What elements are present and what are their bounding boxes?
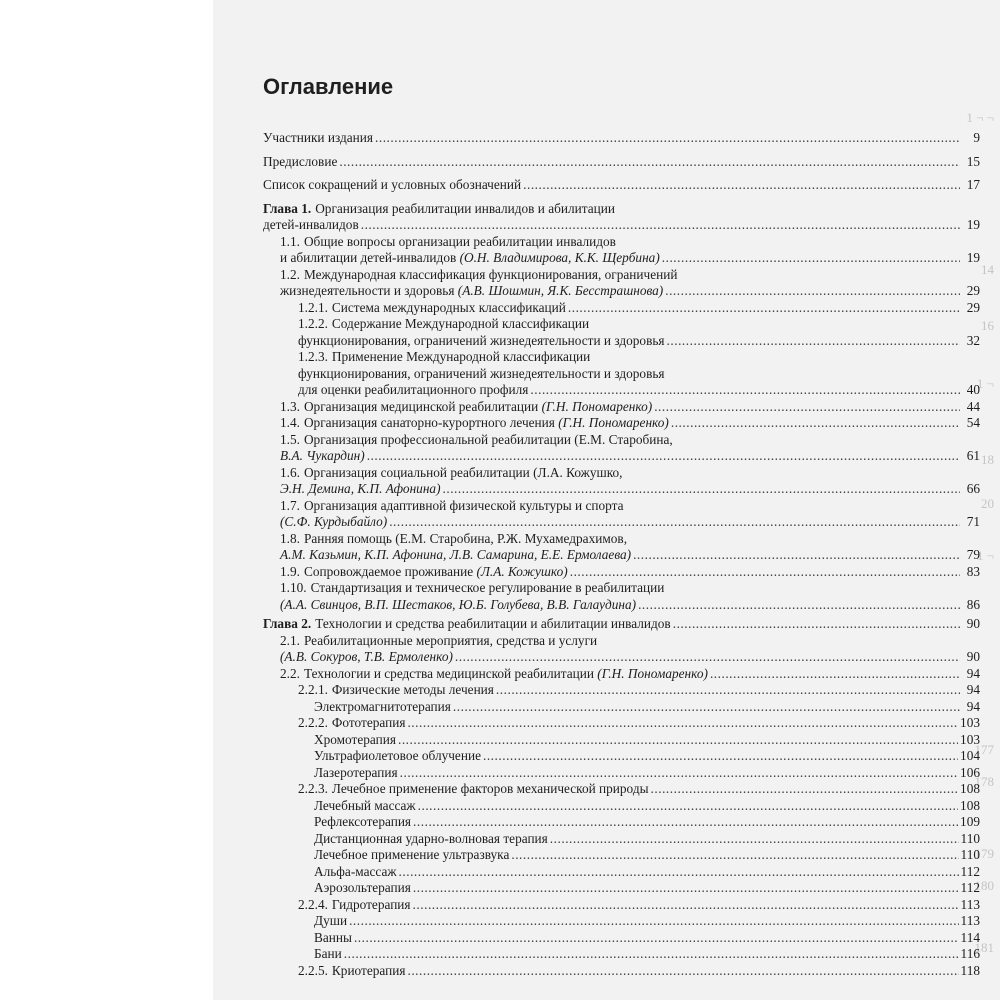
toc-entry-text: Бани	[314, 946, 342, 961]
toc-entry[interactable]	[263, 666, 980, 683]
bleed-through-number: 177	[974, 742, 994, 757]
toc-entry-number: 1.2.	[280, 266, 300, 282]
toc-page-number: 94	[966, 698, 980, 714]
toc-entry-text: Гидротерапия	[331, 896, 411, 912]
dot-leader	[530, 382, 960, 399]
bleed-through-number: 20	[981, 496, 994, 511]
toc-page-number: 94	[966, 665, 980, 681]
toc-entry-text: Организация социальной реабилитации (Л.А. Кожушко,	[303, 464, 623, 480]
dot-leader	[361, 217, 960, 234]
toc-entry-text: Фототерапия	[331, 715, 406, 730]
toc-entry-text: функционирования, ограничений жизнедеятельности и здоровья	[298, 365, 665, 381]
toc-page-number: 19	[966, 250, 980, 265]
toc-entry[interactable]	[263, 564, 980, 581]
toc-entry-text: Стандартизация и техническое регулирование в реабилитации	[310, 580, 665, 595]
toc-page-number: 108	[960, 797, 980, 813]
toc-entry-text: Дистанционная ударно-волновая терапия	[314, 830, 548, 846]
toc-entry-text: Лечебное применение ультразвука	[314, 847, 510, 862]
toc-entry[interactable]	[263, 465, 980, 498]
toc-page-number: 110	[960, 830, 980, 846]
dot-leader	[570, 564, 960, 581]
toc-entry-text: Лечебный массаж	[314, 797, 416, 813]
toc-entry[interactable]	[263, 300, 980, 317]
toc-entry[interactable]	[263, 864, 980, 881]
toc-page-number: 103	[960, 731, 980, 747]
dot-leader	[398, 732, 958, 749]
toc-entry-text: Ванны	[314, 929, 352, 945]
toc-entry-text: Реабилитационные мероприятия, средства и услуги	[303, 632, 598, 648]
toc-page-number: 83	[966, 563, 980, 579]
dot-leader	[651, 781, 959, 798]
toc-entry-number: 2.1.	[280, 632, 300, 648]
bleed-through-number: 14	[981, 262, 994, 277]
toc-entry-text: Лечебное применение факторов механической природы	[331, 781, 649, 796]
toc-entry[interactable]	[263, 432, 980, 465]
toc-page-number: 106	[960, 764, 980, 780]
toc-entry-number: 1.5.	[280, 431, 300, 447]
toc-entry[interactable]	[263, 154, 980, 171]
toc-entry-text: функционирования, ограничений жизнедеятельности и здоровья	[298, 332, 665, 348]
toc-page-number: 15	[966, 153, 980, 169]
toc-entry[interactable]	[263, 715, 980, 732]
dot-leader	[638, 597, 960, 614]
toc-entry-authors: (Г.Н. Пономаренко)	[597, 665, 708, 681]
dot-leader	[413, 880, 959, 897]
toc-entry-text: Хромотерапия	[314, 731, 396, 747]
toc-entry-number: 1.7.	[280, 497, 300, 513]
toc-page-number: 44	[966, 398, 980, 414]
table-of-contents	[263, 130, 980, 979]
toc-entry[interactable]	[263, 201, 980, 234]
toc-entry-number: 1.3.	[280, 398, 300, 414]
toc-page-number: 9	[973, 130, 980, 145]
dot-leader	[407, 715, 958, 732]
toc-page-number: 110	[960, 847, 980, 862]
toc-entry[interactable]	[263, 234, 980, 267]
toc-entry[interactable]	[263, 765, 980, 782]
dot-leader	[673, 616, 960, 633]
toc-entry-authors: (А.В. Сокуров, Т.В. Ермоленко)	[280, 649, 453, 664]
toc-entry-text: Система международных классификаций	[331, 299, 566, 315]
toc-entry[interactable]	[263, 616, 980, 633]
toc-entry[interactable]	[263, 963, 980, 980]
toc-entry-authors: (О.Н. Владимирова, К.К. Щербина)	[459, 250, 660, 265]
toc-entry[interactable]	[263, 498, 980, 531]
toc-page-number: 90	[966, 649, 980, 664]
toc-entry-text: для оценки реабилитационного профиля	[298, 382, 529, 397]
dot-leader	[453, 699, 960, 716]
dot-leader	[633, 547, 960, 564]
toc-entry[interactable]	[263, 732, 980, 749]
toc-entry[interactable]	[263, 699, 980, 716]
toc-entry[interactable]	[263, 913, 980, 930]
toc-entry-number: 2.2.5.	[298, 962, 328, 978]
dot-leader	[443, 481, 961, 498]
bleed-through-number: 179	[974, 846, 994, 861]
toc-entry[interactable]	[263, 580, 980, 613]
bleed-through-number: 16	[981, 318, 994, 333]
toc-page-number: 112	[960, 863, 980, 879]
toc-entry-text: Технологии и средства медицинской реабилитации	[303, 665, 594, 681]
toc-page-number: 113	[960, 913, 980, 928]
toc-entry-number: 1.2.1.	[298, 299, 328, 315]
toc-entry-text: Души	[314, 913, 348, 928]
toc-entry-text: Альфа-массаж	[314, 863, 397, 879]
dot-leader	[665, 283, 960, 300]
toc-entry-authors: (Г.Н. Пономаренко)	[541, 398, 653, 414]
toc-entry-text: Рефлексотерапия	[314, 814, 412, 829]
toc-entry-text: Электромагнитотерапия	[314, 698, 451, 714]
toc-entry-text: Лазеротерапия	[314, 764, 398, 780]
dot-leader	[455, 649, 960, 666]
dot-leader	[671, 415, 960, 432]
toc-entry-number: 1.2.2.	[298, 316, 328, 331]
toc-page-number: 118	[960, 962, 980, 978]
toc-entry[interactable]	[263, 930, 980, 947]
dot-leader	[375, 130, 960, 147]
toc-entry-text: и абилитации детей-инвалидов	[280, 250, 457, 265]
bleed-through-number: 178	[974, 774, 994, 789]
toc-entry[interactable]	[263, 349, 980, 399]
dot-leader	[511, 847, 958, 864]
toc-page-number: 104	[960, 748, 980, 763]
toc-entry[interactable]	[263, 415, 980, 432]
toc-page-number: 90	[966, 616, 980, 631]
toc-entry-authors: (А.А. Свинцов, В.П. Шестаков, Ю.Б. Голубева, В.В. Галаудина)	[280, 596, 637, 612]
toc-entry[interactable]	[263, 814, 980, 831]
toc-entry-number: 1.8.	[280, 530, 300, 546]
dot-leader	[399, 864, 959, 881]
toc-entry-number: 2.2.2.	[298, 715, 328, 730]
toc-entry-authors: (Г.Н. Пономаренко)	[558, 415, 669, 430]
toc-entry-text: Организация профессиональной реабилитации (Е.М. Старобина,	[303, 431, 673, 447]
toc-page-number: 79	[966, 547, 980, 562]
dot-leader	[407, 963, 958, 980]
dot-leader	[568, 300, 960, 317]
toc-entry[interactable]	[263, 633, 980, 666]
toc-entry-number: 2.2.	[280, 665, 300, 681]
toc-page-number: 54	[966, 415, 980, 430]
toc-entry-text: Организация адаптивной физической культуры и спорта	[303, 497, 624, 513]
toc-entry-text: Ранняя помощь (Е.М. Старобина, Р.Ж. Мухамедрахимов,	[303, 530, 628, 546]
dot-leader	[367, 448, 960, 465]
toc-entry-text: Предисловие	[263, 153, 338, 169]
toc-entry[interactable]	[263, 946, 980, 963]
toc-page-number: 29	[966, 299, 980, 315]
toc-entry-text: Ультрафиолетовое облучение	[314, 748, 481, 763]
toc-entry[interactable]	[263, 897, 980, 914]
toc-entry-text: Физические методы лечения	[331, 682, 494, 697]
toc-entry[interactable]	[263, 798, 980, 815]
dot-leader	[483, 748, 958, 765]
toc-entry[interactable]	[263, 531, 980, 564]
toc-entry-text: Международная классификация функционирования, ограничений	[303, 266, 678, 282]
toc-entry-text: Список сокращений и условных обозначений	[263, 177, 522, 192]
toc-entry-authors: В.А. Чукардин)	[280, 448, 365, 463]
toc-page-number: 108	[960, 781, 980, 796]
dot-leader	[662, 250, 960, 267]
toc-entry-text: Сопровождаемое проживание	[303, 563, 474, 579]
dot-leader	[389, 514, 960, 531]
toc-entry-text: Участники издания	[263, 130, 373, 145]
toc-page-number: 103	[960, 715, 980, 730]
toc-entry-authors: (Л.А. Кожушко)	[476, 563, 568, 579]
dot-leader	[400, 765, 958, 782]
toc-entry-number: 2.2.4.	[298, 896, 328, 912]
dot-leader	[710, 666, 960, 683]
toc-entry-text: Общие вопросы организации реабилитации инвалидов	[303, 233, 616, 249]
toc-page-number: 114	[960, 929, 980, 945]
bleed-through-number: 1 ¬ ¬	[966, 110, 994, 125]
dot-leader	[523, 177, 960, 194]
toc-entry-number: 1.4.	[280, 415, 300, 430]
toc-entry[interactable]	[263, 847, 980, 864]
toc-entry-authors: (А.В. Шошмин, Я.К. Бесстрашнова)	[457, 283, 664, 298]
toc-page-number: 86	[966, 596, 980, 612]
toc-entry-number: 2.2.1.	[298, 682, 328, 697]
toc-entry-number: Глава 2.	[263, 616, 312, 631]
toc-entry-number: 1.1.	[280, 233, 300, 249]
bleed-through-number: 1 ¬	[976, 376, 994, 391]
bleed-through-number: 181	[974, 940, 994, 955]
page-title: Оглавление	[263, 74, 394, 99]
toc-entry[interactable]	[263, 316, 980, 349]
toc-page-number: 61	[966, 448, 980, 463]
toc-entry[interactable]	[263, 748, 980, 765]
toc-page-number: 40	[966, 382, 980, 397]
dot-leader	[654, 399, 960, 416]
dot-leader	[418, 798, 958, 815]
dot-leader	[354, 930, 959, 947]
dot-leader	[349, 913, 958, 930]
dot-leader	[344, 946, 959, 963]
toc-entry-text: Аэрозольтерапия	[314, 880, 411, 895]
bleed-through-number: 18	[981, 452, 994, 467]
toc-entry[interactable]	[263, 177, 980, 194]
toc-page-number: 113	[960, 896, 980, 912]
toc-entry-text: жизнедеятельности и здоровья	[280, 283, 455, 298]
toc-page-number: 112	[960, 880, 980, 895]
toc-entry[interactable]	[263, 682, 980, 699]
toc-entry-authors: (С.Ф. Курдыбайло)	[280, 514, 388, 529]
toc-entry-authors: Э.Н. Демина, К.П. Афонина)	[280, 481, 441, 496]
dot-leader	[339, 154, 960, 171]
toc-entry-text: Организация реабилитации инвалидов и абилитации	[315, 200, 615, 216]
toc-entry-number: 1.10.	[280, 580, 307, 595]
toc-entry-text: Организация санаторно-курортного лечения	[303, 415, 555, 430]
scan-margin	[0, 0, 213, 1000]
toc-entry-number: 2.2.3.	[298, 781, 328, 796]
toc-page-number: 29	[966, 283, 980, 298]
toc-entry[interactable]	[263, 399, 980, 416]
toc-entry-number: 1.2.3.	[298, 349, 328, 364]
bleed-through-number: 180	[974, 878, 994, 893]
toc-entry-text: Криотерапия	[331, 962, 406, 978]
toc-page-number: 66	[966, 481, 980, 496]
toc-entry[interactable]	[263, 781, 980, 798]
bleed-through-number: 1 ¬	[976, 548, 994, 563]
toc-page-number: 19	[966, 217, 980, 232]
toc-entry-authors: А.М. Казьмин, К.П. Афонина, Л.В. Самарина, Е.Е. Ермолаева)	[280, 547, 632, 562]
toc-entry-number: 1.6.	[280, 464, 300, 480]
toc-page-number: 32	[966, 332, 980, 348]
toc-page-number: 109	[960, 814, 980, 829]
toc-entry-text: Организация медицинской реабилитации	[303, 398, 539, 414]
dot-leader	[496, 682, 960, 699]
toc-entry[interactable]	[263, 831, 980, 848]
toc-entry-number: 1.9.	[280, 563, 300, 579]
toc-entry[interactable]	[263, 130, 980, 147]
toc-page-number: 94	[966, 682, 980, 697]
toc-entry-number: Глава 1.	[263, 200, 312, 216]
toc-page-number: 17	[966, 177, 980, 192]
dot-leader	[667, 333, 960, 350]
dot-leader	[550, 831, 959, 848]
toc-entry-text: Применение Международной классификации	[331, 349, 591, 364]
toc-page-number: 116	[960, 946, 980, 961]
toc-entry[interactable]	[263, 267, 980, 300]
dot-leader	[413, 897, 959, 914]
toc-entry-text: Технологии и средства реабилитации и абилитации инвалидов	[315, 616, 671, 631]
toc-entry-text: Содержание Международной классификации	[331, 316, 590, 331]
toc-page-number: 71	[966, 514, 980, 529]
toc-entry[interactable]	[263, 880, 980, 897]
toc-entry-text: детей-инвалидов	[263, 217, 359, 232]
book-page	[213, 0, 1000, 1000]
dot-leader	[413, 814, 958, 831]
